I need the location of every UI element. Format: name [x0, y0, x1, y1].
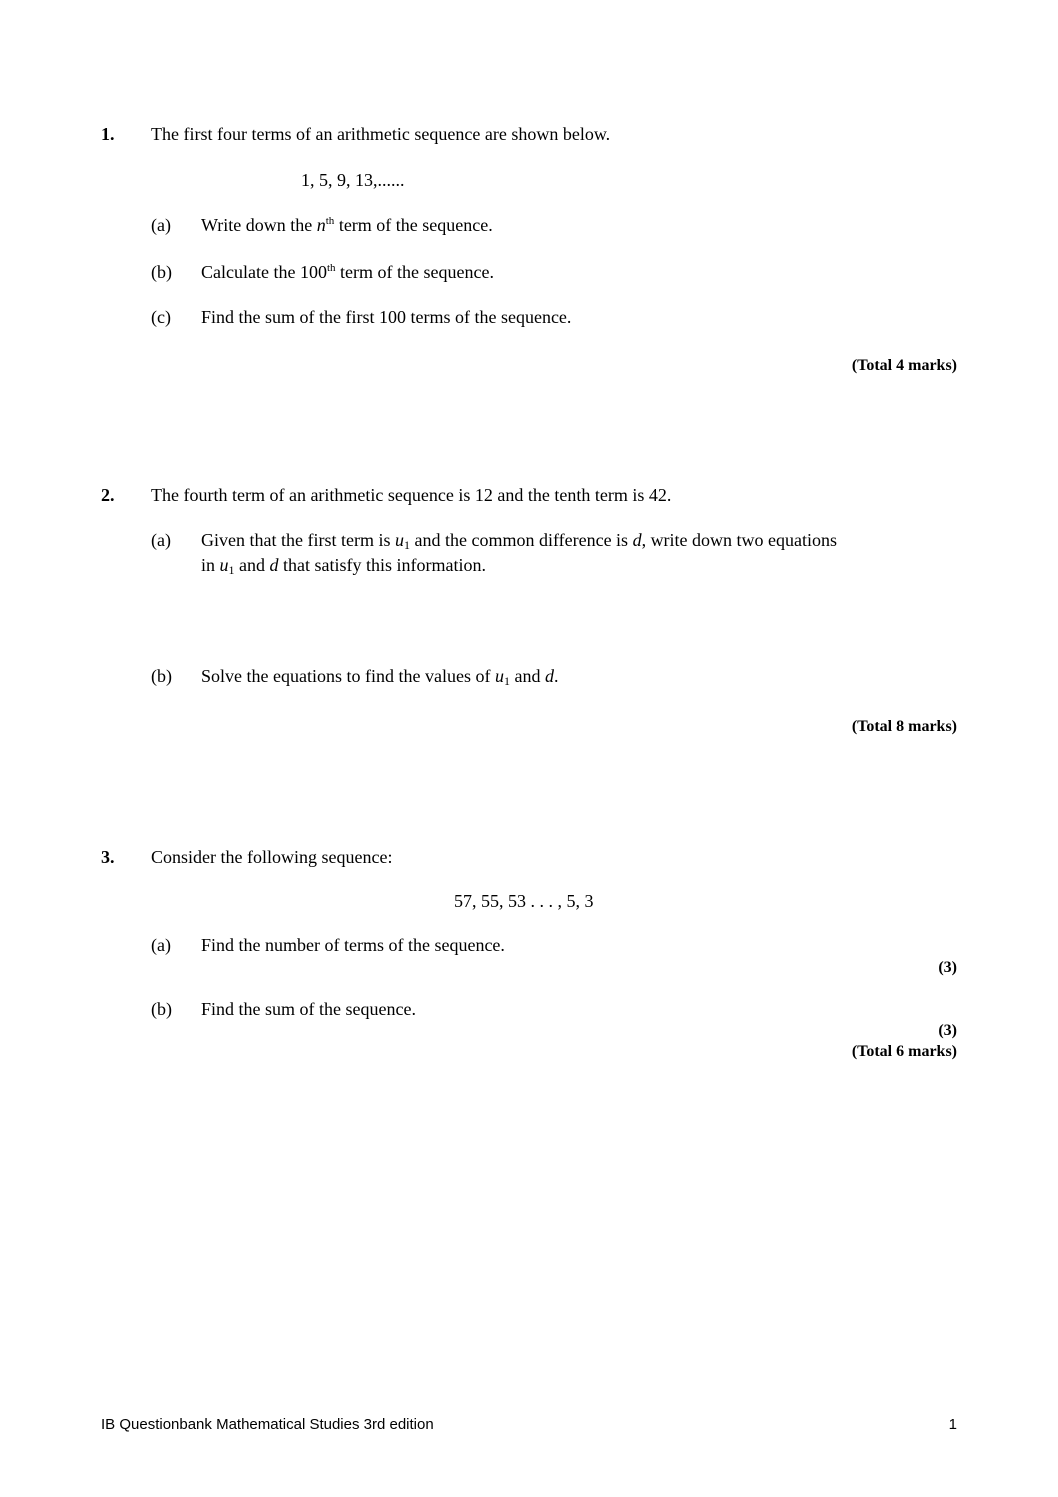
part-text-line-1: Given that the first term is $u_1$ and the common difference is d, write down two equations	[201, 530, 838, 552]
total-marks: (Total 6 marks)	[851, 1043, 957, 1060]
question-number: 1.	[101, 124, 115, 144]
total-marks: (Total 4 marks)	[851, 357, 957, 374]
sequence-display: 1, 5, 9, 13,......	[301, 170, 405, 190]
page-number: 1	[948, 1416, 957, 1433]
part-text: Solve the equations to find the values of $u_1$ and d.	[201, 666, 559, 688]
part-text: Find the sum of the sequence.	[201, 999, 416, 1019]
part-marks: (3)	[938, 959, 957, 976]
part-text: Calculate the 100th term of the sequence.	[201, 262, 494, 282]
part-text: Write down the $n^{th}$ term of the sequence.	[201, 215, 493, 235]
part-label: (b)	[151, 262, 172, 282]
part-label: (a)	[151, 935, 171, 955]
part-text-line-2: in $u_1$ and d that satisfy this information.	[201, 555, 486, 577]
part-label: (a)	[151, 215, 171, 235]
part-label: (c)	[151, 307, 171, 327]
total-marks: (Total 8 marks)	[851, 718, 957, 735]
part-label: (b)	[151, 666, 172, 686]
part-marks: (3)	[938, 1022, 957, 1039]
part-text: Find the sum of the first 100 terms of the sequence.	[201, 307, 572, 327]
question-number: 2.	[101, 485, 115, 505]
part-label: (b)	[151, 999, 172, 1019]
sequence-display: 57, 55, 53 . . . , 5, 3	[454, 891, 594, 911]
part-text: Find the number of terms of the sequence.	[201, 935, 505, 955]
question-number: 3.	[101, 847, 115, 867]
part-label: (a)	[151, 530, 171, 550]
question-stem: Consider the following sequence:	[151, 847, 393, 867]
footer-source: IB Questionbank Mathematical Studies 3rd edition	[101, 1416, 434, 1433]
question-stem: The first four terms of an arithmetic sequence are shown below.	[151, 124, 611, 144]
question-stem: The fourth term of an arithmetic sequence is 12 and the tenth term is 42.	[151, 485, 672, 505]
